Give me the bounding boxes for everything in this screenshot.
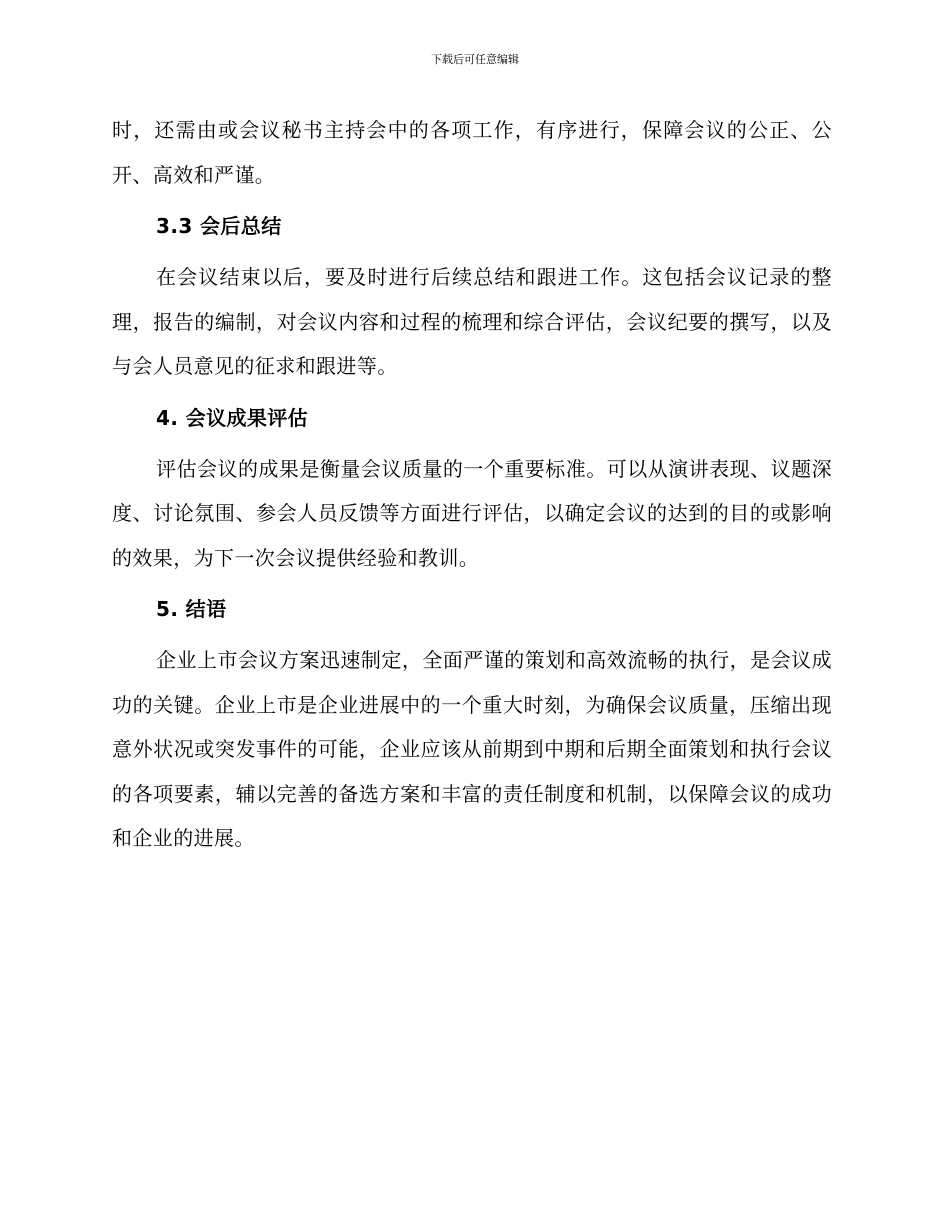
page-header: 下载后可任意编辑 xyxy=(431,53,519,66)
heading-post-meeting-summary: 3.3 会后总结 xyxy=(156,214,282,238)
heading-meeting-evaluation: 4. 会议成果评估 xyxy=(156,405,309,430)
document-body xyxy=(112,108,832,861)
paragraph-post-meeting-summary: 在会议结束以后，要及时进行后续总结和跟进工作。这包括会议记录的整理，报告的编制，对会议内容和过程的梳理和综合评估，会议纪要的撰写，以及与会人员意见的征求和跟进等。 xyxy=(112,265,832,378)
paragraph-conclusion: 企业上市会议方案迅速制定，全面严谨的策划和高效流畅的执行，是会议成功的关键。企业上市是企业进展中的一个重大时刻，为确保会议质量，压缩出现意外状况或突发事件的可能，企业应该从前期到中期和后期全面策划和执行会议的各项要素，辅以完善的备选方案和丰富的责任制度和机制，以保障会议的成功和企业的进展。 xyxy=(112,648,832,850)
paragraph-meeting-evaluation: 评估会议的成果是衡量会议质量的一个重要标准。可以从演讲表现、议题深度、讨论氛围、参会人员反馈等方面进行评估，以确定会议的达到的目的或影响的效果，为下一次会议提供经验和教训。 xyxy=(112,456,832,570)
heading-conclusion: 5. 结语 xyxy=(156,597,227,621)
paragraph-meeting-execution: 时，还需由或会议秘书主持会中的各项工作，有序进行，保障会议的公正、公开、高效和严谨。 xyxy=(112,118,832,187)
